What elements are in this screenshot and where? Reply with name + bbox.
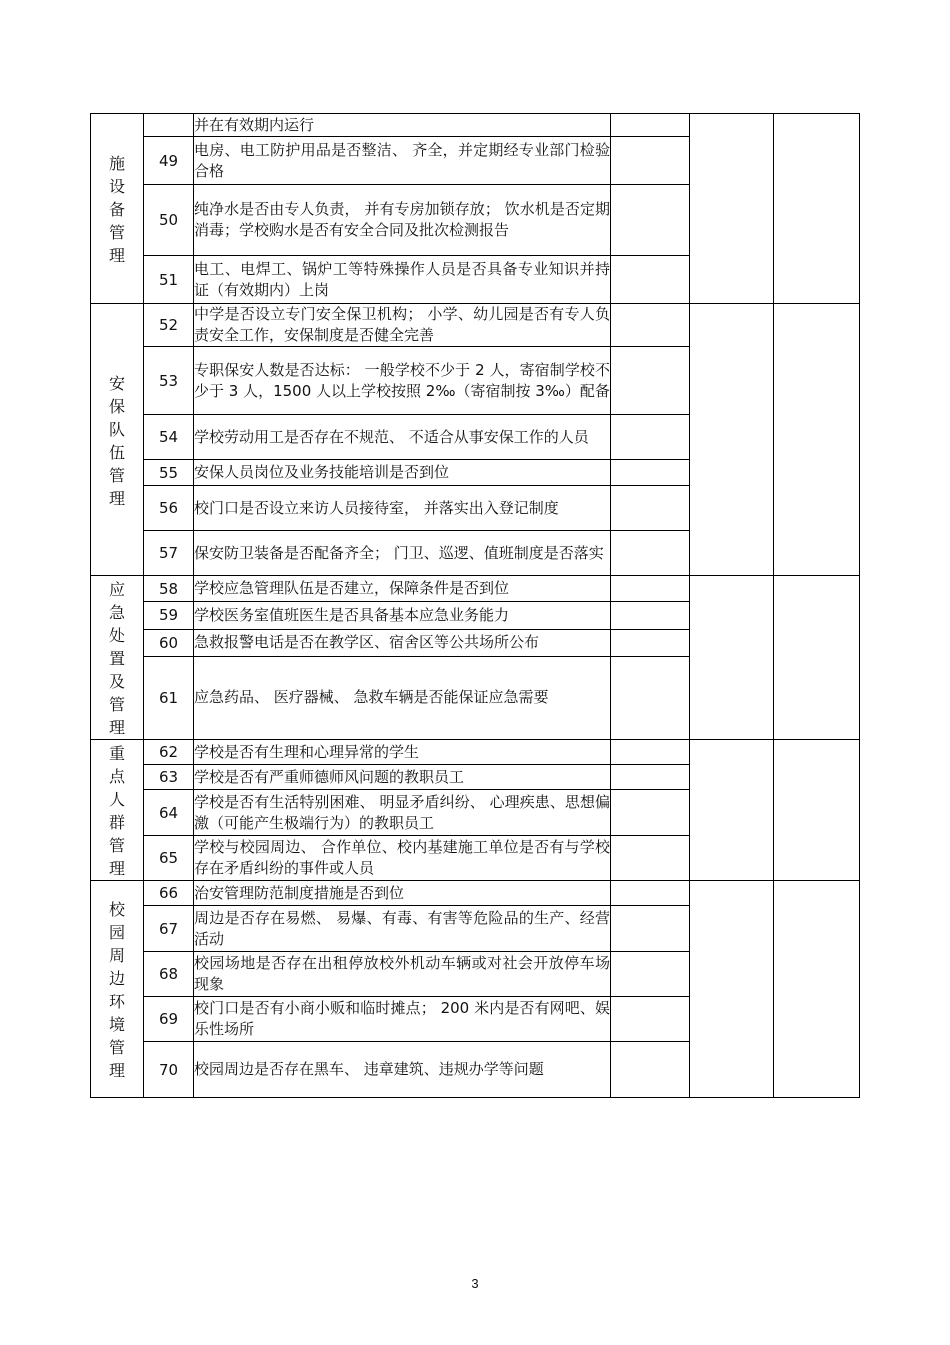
category-cell (91, 740, 144, 881)
item-number: 66 (144, 881, 194, 906)
item-text: 安保人员岗位及业务技能培训是否到位 (194, 460, 611, 486)
item-number: 53 (144, 347, 194, 415)
result-cell[interactable] (611, 137, 690, 185)
result-cell[interactable] (611, 952, 690, 997)
remark-cell[interactable] (690, 576, 774, 740)
result-cell[interactable] (611, 881, 690, 906)
item-number: 63 (144, 765, 194, 790)
item-text: 中学是否设立专门安全保卫机构； 小学、幼儿园是否有专人负责安全工作，安保制度是否健全完善 (194, 304, 611, 347)
item-number: 59 (144, 602, 194, 629)
result-cell[interactable] (611, 347, 690, 415)
item-text: 学校是否有严重师德师风问题的教职员工 (194, 765, 611, 790)
item-text: 学校劳动用工是否存在不规范、 不适合从事安保工作的人员 (194, 415, 611, 460)
item-number: 60 (144, 629, 194, 656)
item-text: 专职保安人数是否达标： 一般学校不少于 2 人，寄宿制学校不少于 3 人，1500 人以上学校按照 2‰（寄宿制按 3‰）配备 (194, 347, 611, 415)
signature-cell[interactable] (774, 576, 860, 740)
result-cell[interactable] (611, 304, 690, 347)
item-text: 学校应急管理队伍是否建立，保障条件是否到位 (194, 576, 611, 602)
item-text: 学校医务室值班医生是否具备基本应急业务能力 (194, 602, 611, 629)
table-row (91, 304, 860, 347)
remark-cell[interactable] (690, 304, 774, 576)
item-text: 校园周边是否存在黑车、 违章建筑、违规办学等问题 (194, 1042, 611, 1098)
item-number: 51 (144, 256, 194, 304)
item-text: 治安管理防范制度措施是否到位 (194, 881, 611, 906)
result-cell[interactable] (611, 906, 690, 952)
item-text: 急救报警电话是否在教学区、宿舍区等公共场所公布 (194, 629, 611, 656)
result-cell[interactable] (611, 415, 690, 460)
result-cell[interactable] (611, 765, 690, 790)
category-label: 施 设 备 管 理 (108, 154, 125, 265)
item-number: 62 (144, 740, 194, 765)
category-label: 安 保 队 伍 管 理 (108, 373, 125, 508)
result-cell[interactable] (611, 256, 690, 304)
signature-cell[interactable] (774, 881, 860, 1098)
result-cell[interactable] (611, 835, 690, 880)
table-row (91, 114, 860, 137)
result-cell[interactable] (611, 629, 690, 656)
category-label: 应 急 处 置 及 管 理 (108, 580, 125, 737)
category-cell (91, 576, 144, 740)
page-number: 3 (471, 1276, 479, 1291)
item-text: 校门口是否有小商小贩和临时摊点； 200 米内是否有网吧、娱乐性场所 (194, 997, 611, 1042)
signature-cell[interactable] (774, 304, 860, 576)
signature-cell[interactable] (774, 740, 860, 881)
result-cell[interactable] (611, 576, 690, 602)
category-label: 校 园 周 边 环 境 管 理 (108, 900, 125, 1080)
item-text: 校门口是否设立来访人员接待室， 并落实出入登记制度 (194, 486, 611, 531)
item-text: 校园场地是否存在出租停放校外机动车辆或对社会开放停车场现象 (194, 952, 611, 997)
item-text: 纯净水是否由专人负责， 并有专房加锁存放； 饮水机是否定期消毒；学校购水是否有安全合同及批次检测报告 (194, 185, 611, 256)
inspection-table (90, 113, 860, 1098)
category-cell (91, 881, 144, 1098)
item-number: 50 (144, 185, 194, 256)
remark-cell[interactable] (690, 740, 774, 881)
remark-cell[interactable] (690, 881, 774, 1098)
result-cell[interactable] (611, 602, 690, 629)
category-cell (91, 114, 144, 304)
item-number (144, 114, 194, 137)
item-number: 64 (144, 790, 194, 835)
item-number: 70 (144, 1042, 194, 1098)
result-cell[interactable] (611, 486, 690, 531)
item-text: 并在有效期内运行 (194, 114, 611, 137)
result-cell[interactable] (611, 656, 690, 739)
result-cell[interactable] (611, 531, 690, 576)
result-cell[interactable] (611, 460, 690, 486)
item-text: 学校是否有生活特别困难、 明显矛盾纠纷、 心理疾患、思想偏激（可能产生极端行为）的教职员工 (194, 790, 611, 835)
result-cell[interactable] (611, 1042, 690, 1098)
result-cell[interactable] (611, 997, 690, 1042)
table-row (91, 576, 860, 602)
item-text: 电工、电焊工、锅炉工等特殊操作人员是否具备专业知识并持证（有效期内）上岗 (194, 256, 611, 304)
table-row (91, 881, 860, 906)
item-number: 68 (144, 952, 194, 997)
item-text: 应急药品、 医疗器械、 急救车辆是否能保证应急需要 (194, 656, 611, 739)
item-number: 54 (144, 415, 194, 460)
item-text: 电房、电工防护用品是否整洁、 齐全，并定期经专业部门检验合格 (194, 137, 611, 185)
item-number: 49 (144, 137, 194, 185)
item-number: 52 (144, 304, 194, 347)
result-cell[interactable] (611, 790, 690, 835)
result-cell[interactable] (611, 740, 690, 765)
item-number: 58 (144, 576, 194, 602)
item-number: 56 (144, 486, 194, 531)
item-text: 学校与校园周边、 合作单位、校内基建施工单位是否有与学校存在矛盾纠纷的事件或人员 (194, 835, 611, 880)
category-cell (91, 304, 144, 576)
result-cell[interactable] (611, 185, 690, 256)
item-text: 保安防卫装备是否配备齐全； 门卫、巡逻、值班制度是否落实 (194, 531, 611, 576)
item-number: 67 (144, 906, 194, 952)
item-text: 周边是否存在易燃、 易爆、有毒、有害等危险品的生产、经营活动 (194, 906, 611, 952)
remark-cell[interactable] (690, 114, 774, 304)
item-number: 55 (144, 460, 194, 486)
item-number: 65 (144, 835, 194, 880)
table-row (91, 740, 860, 765)
result-cell[interactable] (611, 114, 690, 137)
item-number: 61 (144, 656, 194, 739)
item-text: 学校是否有生理和心理异常的学生 (194, 740, 611, 765)
table-body (91, 114, 860, 1098)
category-label: 重 点 人 群 管 理 (108, 744, 125, 878)
signature-cell[interactable] (774, 114, 860, 304)
item-number: 57 (144, 531, 194, 576)
item-number: 69 (144, 997, 194, 1042)
